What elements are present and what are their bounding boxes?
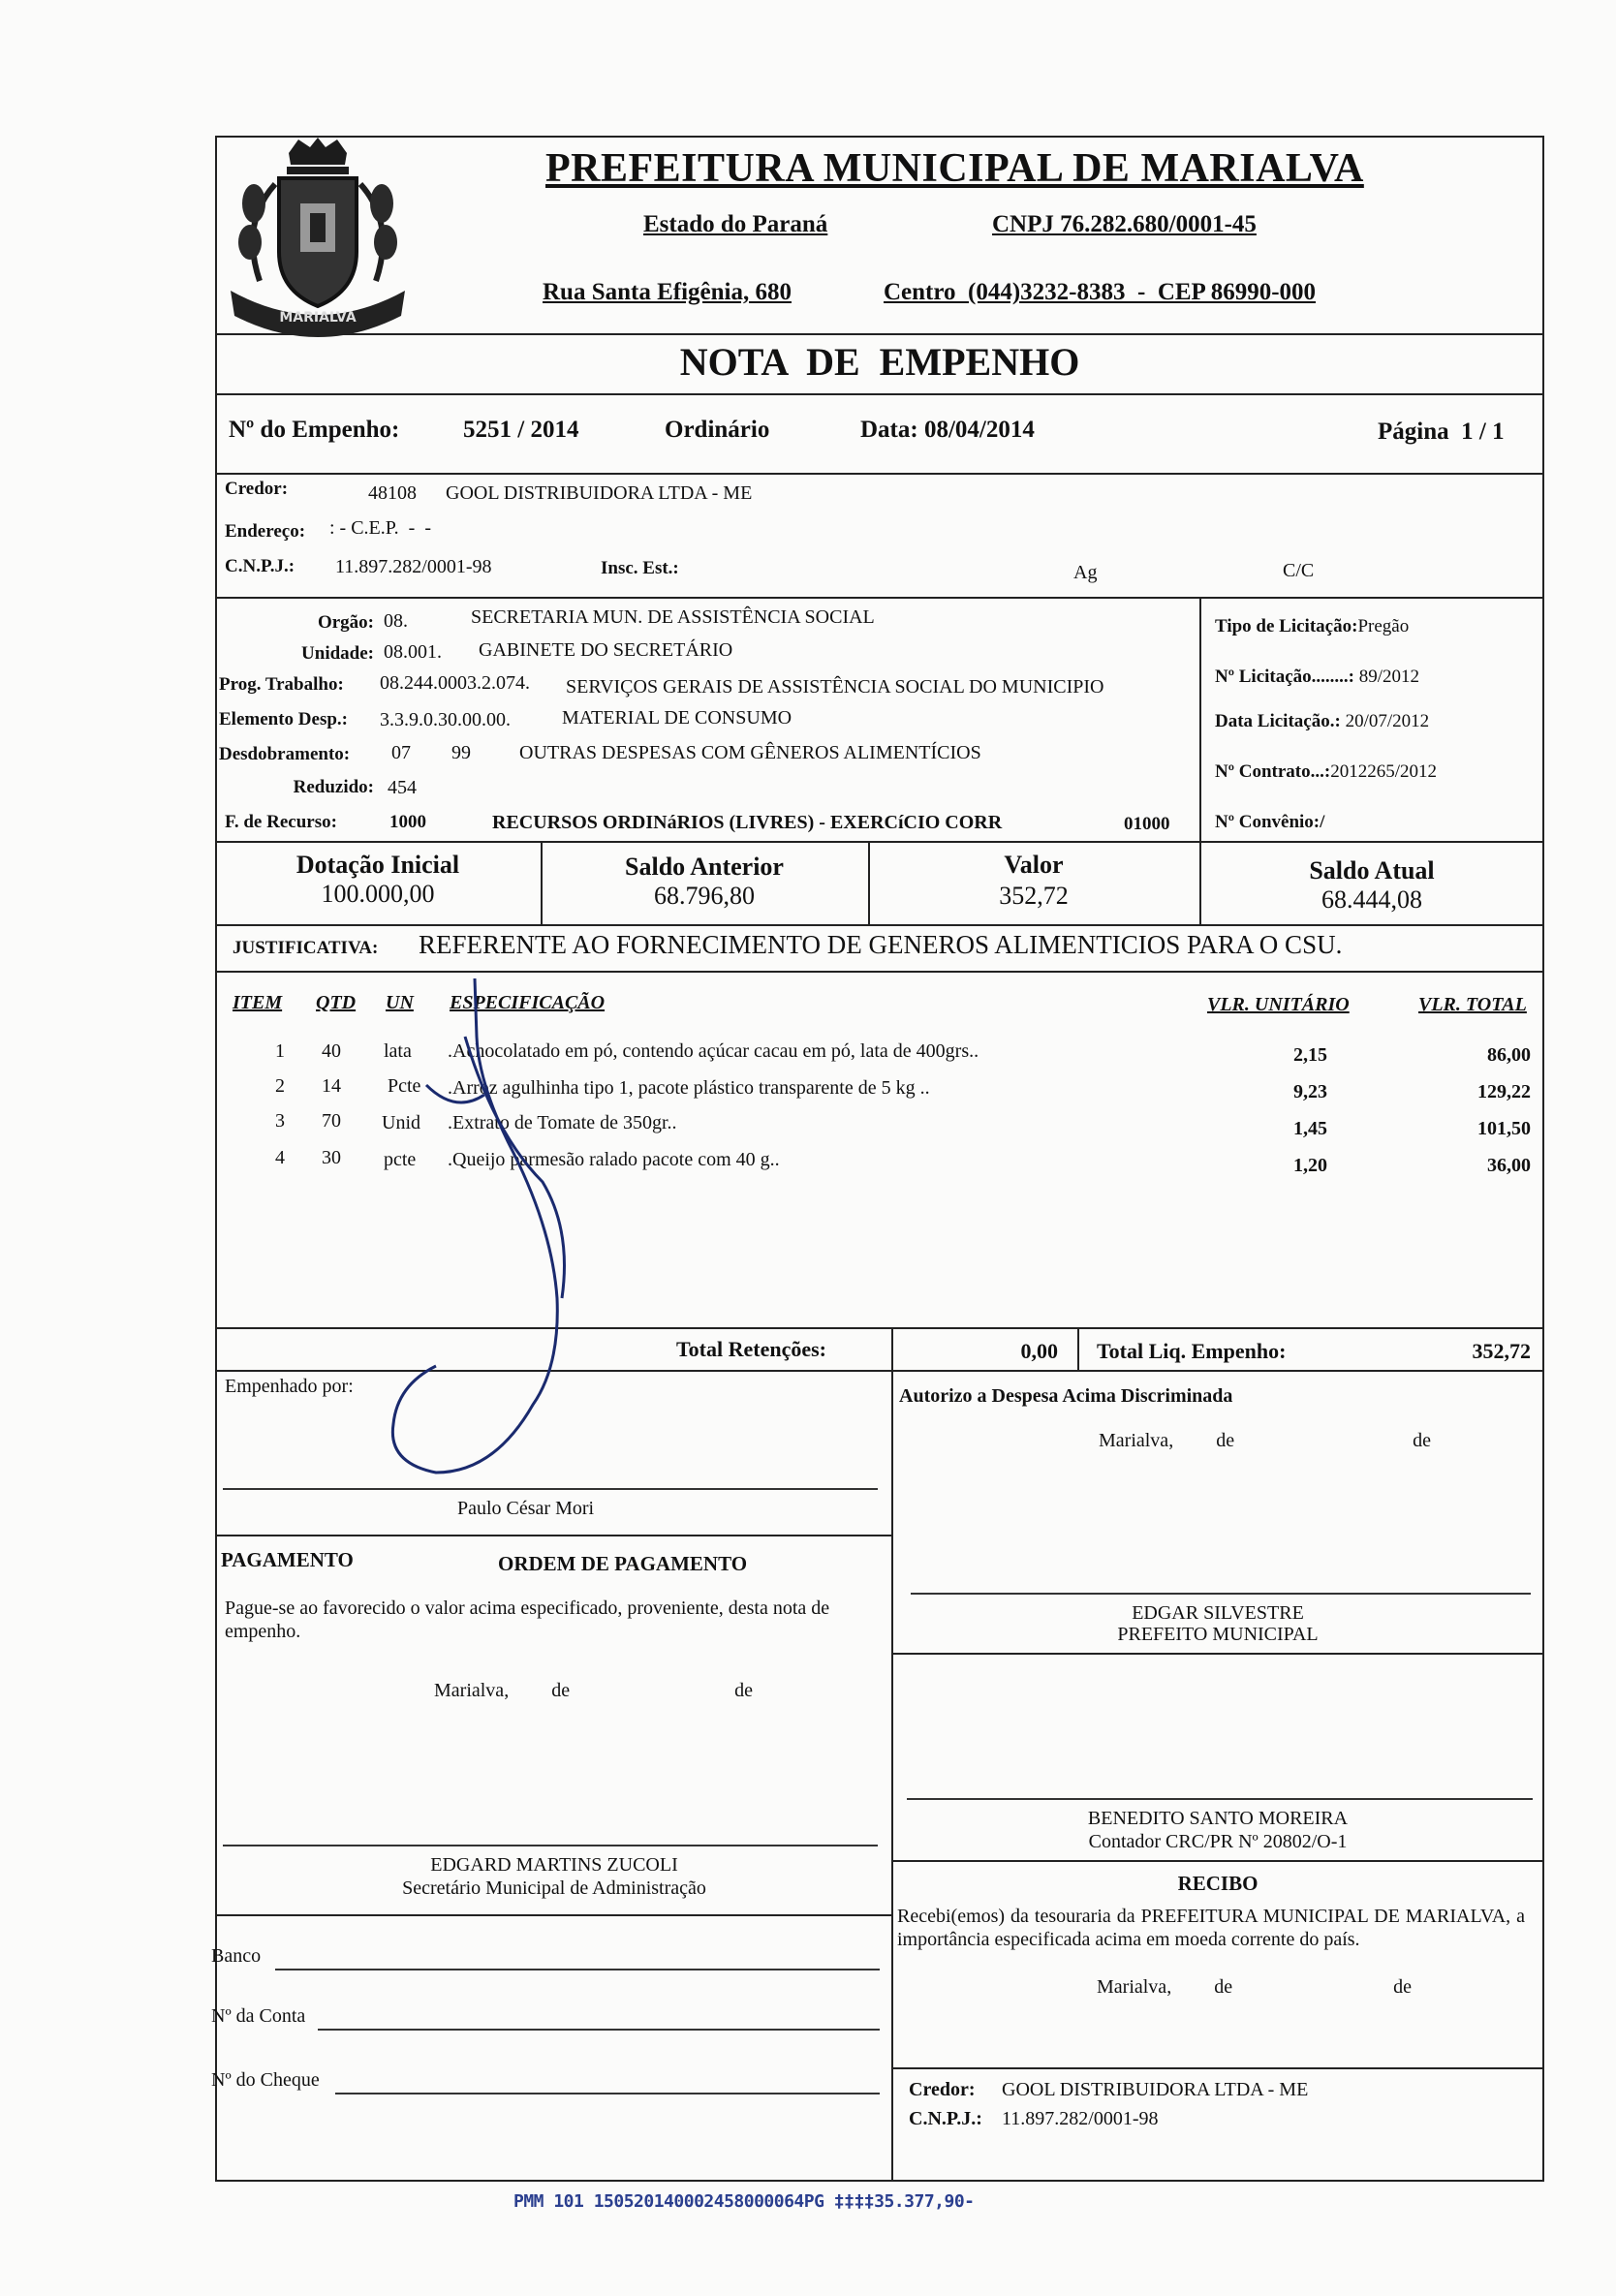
dotacao-inicial-value: 100.000,00 <box>321 880 435 908</box>
banco-label: Banco <box>211 1945 262 1967</box>
prefeito-name: EDGAR SILVESTRE <box>1132 1602 1304 1624</box>
item-spec: .Queijo parmesão ralado pacote com 40 g.. <box>448 1149 780 1170</box>
numero-convenio: Nº Convênio:/ <box>1215 812 1325 832</box>
seal-text: MARIALVA <box>279 310 357 326</box>
cnpj-label: CNPJ 76.282.680/0001-45 <box>992 211 1257 237</box>
item-unit-value: 9,23 <box>1293 1081 1327 1102</box>
tipo-licitacao: Tipo de Licitação:Pregão <box>1215 616 1410 636</box>
dotacao-inicial-label: Dotação Inicial <box>295 851 460 879</box>
item-qtd: 30 <box>322 1147 341 1168</box>
item-qtd: 40 <box>322 1040 341 1062</box>
cnpj-credor-value: 11.897.282/0001-98 <box>335 556 492 577</box>
item-total-value: 129,22 <box>1477 1081 1531 1102</box>
orgao-label: Orgão: <box>317 612 374 633</box>
numero-licitacao: Nº Licitação........: 89/2012 <box>1215 667 1420 687</box>
secretario-role: Secretário Municipal de Administração <box>402 1877 706 1899</box>
prefeito-role: PREFEITO MUNICIPAL <box>1117 1624 1319 1645</box>
empenho-number-label: Nº do Empenho: <box>229 417 400 443</box>
bank-stamp: PMM 101 150520140002458000064PG ‡‡‡‡35.377,90- <box>513 2191 975 2212</box>
autorizo-city: Marialva, de de <box>1099 1430 1431 1451</box>
elemento-code: 3.3.9.0.30.00.00. <box>380 709 511 730</box>
footer-credor-label: Credor: <box>909 2079 976 2100</box>
paulo-name: Paulo César Mori <box>457 1498 595 1519</box>
page-title: PREFEITURA MUNICIPAL DE MARIALVA <box>545 146 1364 191</box>
footer-cnpj-value: 11.897.282/0001-98 <box>1002 2108 1159 2129</box>
item-qtd: 70 <box>322 1110 341 1132</box>
prog-desc: SERVIÇOS GERAIS DE ASSISTÊNCIA SOCIAL DO MUNICIPIO <box>566 676 1104 698</box>
col-item: ITEM <box>233 992 283 1013</box>
item-spec: .Arroz agulhinha tipo 1, pacote plástico transparente de 5 kg .. <box>448 1077 930 1099</box>
item-spec: .Achocolatado em pó, contendo açúcar cacau em pó, lata de 400grs.. <box>448 1040 979 1062</box>
prog-code: 08.244.0003.2.074. <box>380 672 530 694</box>
empenho-type: Ordinário <box>665 417 770 443</box>
address-label: Rua Santa Efigênia, 680 <box>543 279 792 305</box>
total-liquido-label: Total Liq. Empenho: <box>1097 1339 1287 1363</box>
unidade-desc: GABINETE DO SECRETÁRIO <box>479 639 733 661</box>
item-unit-value: 1,45 <box>1293 1118 1327 1139</box>
contador-name: BENEDITO SANTO MOREIRA <box>1087 1808 1349 1829</box>
item-total-value: 101,50 <box>1477 1118 1531 1139</box>
cnpj-credor-label: C.N.P.J.: <box>225 556 295 576</box>
cheque-label: Nº do Cheque <box>211 2069 320 2091</box>
col-qtd: QTD <box>316 992 357 1013</box>
col-spec: ESPECIFICAÇÃO <box>450 992 606 1013</box>
doc-title: NOTA DE EMPENHO <box>679 340 1080 384</box>
recurso-label: F. de Recurso: <box>225 812 337 832</box>
item-unit-value: 1,20 <box>1293 1155 1327 1176</box>
total-liquido-value: 352,72 <box>1472 1339 1531 1363</box>
recurso-code: 1000 <box>389 812 426 832</box>
insc-label: Insc. Est.: <box>601 558 679 578</box>
reduzido-label: Reduzido: <box>293 777 374 797</box>
item-un: Pcte <box>388 1075 421 1097</box>
contact-label: Centro (044)3232-8383 - CEP 86990-000 <box>884 279 1317 305</box>
desdobramento-desc: OUTRAS DESPESAS COM GÊNEROS ALIMENTÍCIOS <box>519 742 981 763</box>
saldo-anterior-label: Saldo Anterior <box>625 853 784 881</box>
desdobramento-label: Desdobramento: <box>219 744 351 764</box>
item-un: pcte <box>384 1149 417 1170</box>
ag-label: Ag <box>1073 562 1098 583</box>
justificativa-label: JUSTIFICATIVA: <box>233 938 379 958</box>
signature-scribble-icon <box>368 978 601 1492</box>
coat-of-arms-icon <box>221 136 415 339</box>
data-licitacao: Data Licitação.: 20/07/2012 <box>1215 711 1430 731</box>
reduzido-value: 454 <box>388 777 417 798</box>
item-number: 2 <box>275 1075 285 1097</box>
elemento-label: Elemento Desp.: <box>219 709 348 729</box>
empenho-date: Data: 08/04/2014 <box>860 417 1035 443</box>
pagamento-label: PAGAMENTO <box>221 1548 354 1571</box>
credor-label: Credor: <box>225 479 289 499</box>
saldo-atual-label: Saldo Atual <box>1309 856 1435 884</box>
contador-role: Contador CRC/PR Nº 20802/O-1 <box>1088 1831 1348 1852</box>
conta-label: Nº da Conta <box>211 2005 306 2027</box>
col-total-value: VLR. TOTAL <box>1418 994 1527 1015</box>
item-qtd: 14 <box>322 1075 341 1097</box>
retencoes-value: 0,00 <box>1020 1339 1058 1363</box>
valor-value: 352,72 <box>999 882 1069 910</box>
item-unit-value: 2,15 <box>1293 1044 1327 1066</box>
saldo-atual-value: 68.444,08 <box>1321 885 1422 914</box>
item-number: 1 <box>275 1040 285 1062</box>
desdobramento-code2: 99 <box>451 742 471 763</box>
elemento-desc: MATERIAL DE CONSUMO <box>562 707 792 729</box>
ordem-pagamento-label: ORDEM DE PAGAMENTO <box>498 1552 748 1575</box>
desdobramento-code1: 07 <box>391 742 411 763</box>
cc-label: C/C <box>1283 560 1315 581</box>
footer-credor-value: GOOL DISTRIBUIDORA LTDA - ME <box>1002 2079 1309 2100</box>
empenhado-por-label: Empenhado por: <box>225 1376 354 1397</box>
recurso-desc: RECURSOS ORDINáRIOS (LIVRES) - EXERCíCIO CORR <box>492 812 1003 833</box>
item-total-value: 86,00 <box>1487 1044 1531 1066</box>
unidade-label: Unidade: <box>301 643 374 664</box>
saldo-anterior-value: 68.796,80 <box>654 882 755 910</box>
orgao-desc: SECRETARIA MUN. DE ASSISTÊNCIA SOCIAL <box>471 606 875 628</box>
item-un: lata <box>384 1040 412 1062</box>
credor-name: GOOL DISTRIBUIDORA LTDA - ME <box>446 482 753 504</box>
secretario-name: EDGARD MARTINS ZUCOLI <box>430 1854 678 1876</box>
justificativa-text: REFERENTE AO FORNECIMENTO DE GENEROS ALIMENTICIOS PARA O CSU. <box>419 930 1343 959</box>
item-un: Unid <box>382 1112 420 1133</box>
valor-label: Valor <box>1004 851 1064 879</box>
orgao-code: 08. <box>384 610 408 632</box>
recurso-code2: 01000 <box>1124 814 1170 834</box>
numero-contrato: Nº Contrato...:2012265/2012 <box>1215 761 1437 782</box>
endereco-value: : - C.E.P. - - <box>329 517 431 539</box>
autorizo-label: Autorizo a Despesa Acima Discriminada <box>899 1385 1233 1407</box>
item-number: 4 <box>275 1147 285 1168</box>
item-spec: .Extrato de Tomate de 350gr.. <box>448 1112 677 1133</box>
unidade-code: 08.001. <box>384 641 442 663</box>
recibo-city: Marialva, de de <box>1097 1976 1412 1998</box>
col-un: UN <box>386 992 414 1013</box>
recibo-text: Recebi(emos) da tesouraria da PREFEITURA MUNICIPAL DE MARIALVA, a importância especificada acima em moeda corrente do país. <box>897 1906 1525 1950</box>
page-number: Página 1 / 1 <box>1378 419 1505 445</box>
recibo-label: RECIBO <box>1177 1872 1259 1895</box>
col-unit-value: VLR. UNITÁRIO <box>1207 994 1350 1015</box>
retencoes-label: Total Retenções: <box>676 1337 826 1361</box>
state-label: Estado do Paraná <box>643 211 828 237</box>
pagamento-city: Marialva, de de <box>434 1680 753 1701</box>
pague-text: Pague-se ao favorecido o valor acima especificado, proveniente, desta nota de empenho. <box>225 1598 830 1642</box>
credor-code: 48108 <box>368 482 417 504</box>
empenho-number: 5251 / 2014 <box>463 417 579 443</box>
endereco-label: Endereço: <box>225 521 306 542</box>
item-number: 3 <box>275 1110 285 1132</box>
item-total-value: 36,00 <box>1487 1155 1531 1176</box>
footer-cnpj-label: C.N.P.J.: <box>909 2108 982 2129</box>
prog-label: Prog. Trabalho: <box>219 674 344 695</box>
